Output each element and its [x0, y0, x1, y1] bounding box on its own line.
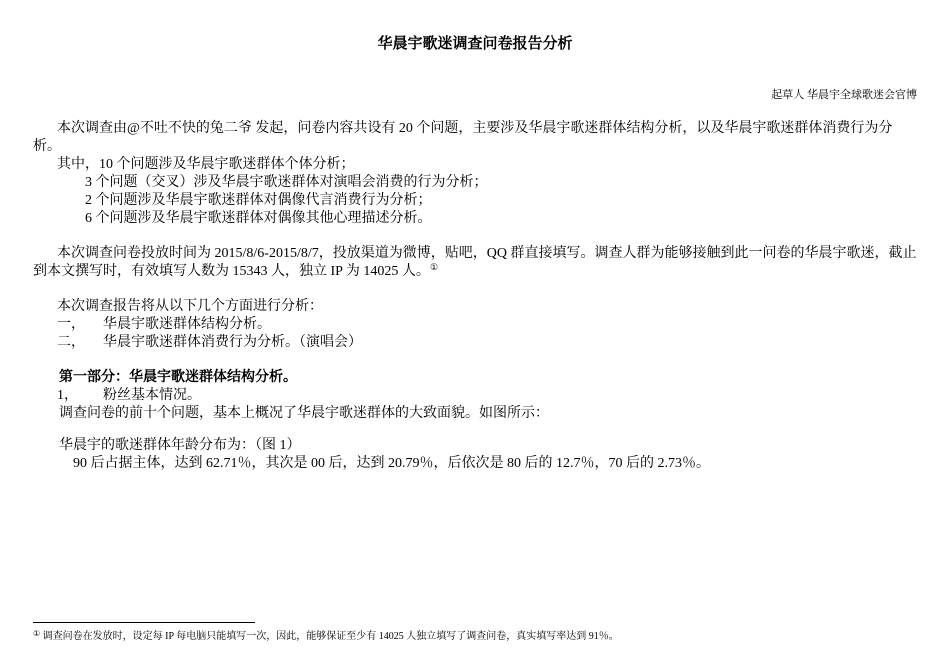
release-paragraph — [33, 245, 919, 281]
section-description: 调查问卷的前十个问题，基本上概况了华晨宇歌迷群体的大致面貌。如图所示： — [59, 406, 549, 421]
intro-scope-line: 其中，10 个问题涉及华晨宇歌迷群体个体分析； — [57, 157, 355, 172]
release-text: 本次调查问卷投放时间为 2015/8/6-2015/8/7，投放渠道为微博，贴吧，QQ 群直接填写。调查人群为能够接触到此一问卷的华晨宇歌迷，截止到本文撰写时，有效填写人数为 15343 人，独立 IP 为 14025 人。 — [33, 246, 917, 279]
outline-item-number: 一， — [57, 317, 85, 332]
outline-item-text: 华晨宇歌迷群体结构分析。 — [103, 317, 271, 332]
intro-sub-item: 6 个问题涉及华晨宇歌迷群体对偶像其他心理描述分析。 — [85, 211, 432, 226]
author-line: 起草人 华晨宇全球歌迷会官博 — [771, 89, 917, 101]
footnote-text: 调查问卷在发放时，设定每 IP 每电脑只能填写一次，因此，能够保证至少有 14025 人独立填写了调查问卷，真实填写率达到 91％。 — [40, 631, 619, 642]
age-distribution-detail: 90 后占据主体，达到 62.71％，其次是 00 后，达到 20.79％，后依次是 80 后的 12.7％，70 后的 2.73％。 — [73, 456, 710, 471]
footnote-separator — [33, 622, 255, 623]
section-heading: 第一部分：华晨宇歌迷群体结构分析。 — [59, 370, 297, 385]
footnote-reference[interactable]: ① — [429, 262, 439, 272]
document-title: 华晨宇歌迷调查问卷报告分析 — [377, 36, 573, 52]
intro-sub-item: 3 个问题（交叉）涉及华晨宇歌迷群体对演唱会消费的行为分析； — [85, 175, 488, 190]
age-distribution-title: 华晨宇的歌迷群体年龄分布为：（图 1） — [59, 438, 301, 453]
footnote — [33, 627, 619, 642]
outline-item — [33, 316, 919, 334]
footnote-mark: ① — [33, 629, 41, 638]
outline-lead: 本次调查报告将从以下几个方面进行分析： — [57, 299, 323, 314]
intro-sub-item: 2 个问题涉及华晨宇歌迷群体对偶像代言消费行为分析； — [85, 193, 432, 208]
outline-item-number: 二， — [57, 335, 85, 350]
subsection-title: 粉丝基本情况。 — [103, 388, 201, 403]
outline-item — [33, 334, 919, 352]
intro-paragraph: 本次调查由@不吐不快的兔二爷 发起，问卷内容共设有 20 个问题，主要涉及华晨宇歌迷群体结构分析，以及华晨宇歌迷群体消费行为分析。 — [33, 121, 893, 154]
subsection-number: 1， — [57, 388, 78, 403]
outline-item-text: 华晨宇歌迷群体消费行为分析。（演唱会） — [103, 335, 362, 350]
subsection-heading — [33, 387, 919, 405]
document-body — [33, 120, 919, 473]
